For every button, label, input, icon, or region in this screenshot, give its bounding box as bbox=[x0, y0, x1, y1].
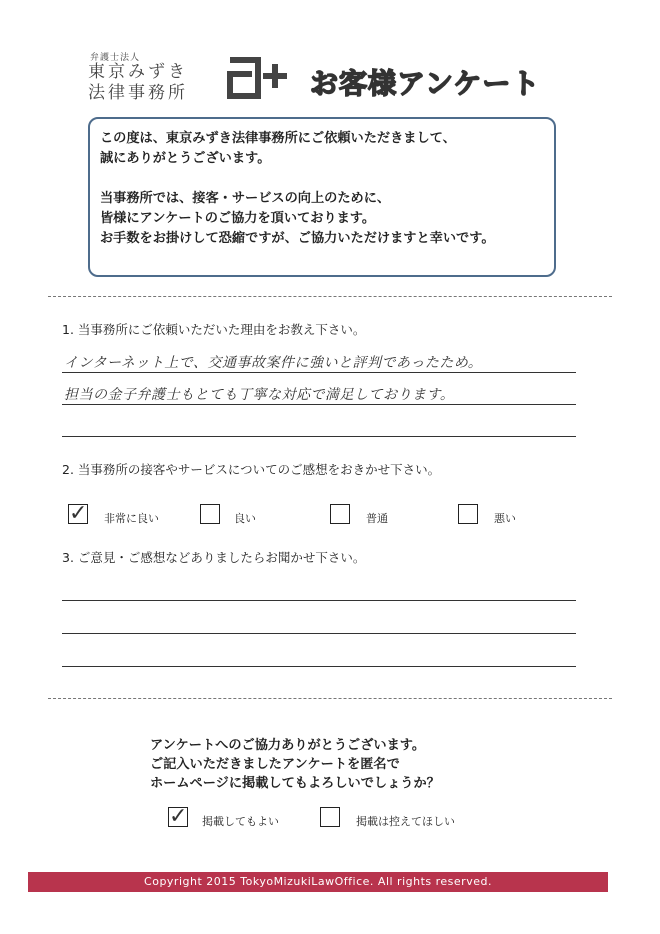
q1-answer-line2[interactable]: 担当の金子弁護士もとても丁寧な対応で満足しております。 bbox=[64, 387, 455, 403]
intro-line: 皆様にアンケートのご協力を頂いております。 bbox=[100, 211, 376, 226]
comment-rule[interactable] bbox=[62, 633, 576, 634]
a-plus-logo-icon bbox=[224, 50, 294, 100]
question-1: 1. 当事務所にご依頼いただいた理由をお教え下さい。 bbox=[62, 322, 366, 337]
question-3: 3. ご意見・ご感想などありましたらお聞かせ下さい。 bbox=[62, 550, 366, 565]
option-very-good-checkbox[interactable] bbox=[68, 501, 88, 526]
intro-box bbox=[88, 117, 556, 277]
firm-name-line1: 東京みずき bbox=[88, 62, 188, 82]
intro-line: 当事務所では、接客・サービスの向上のために、 bbox=[100, 191, 391, 206]
firm-name-line2: 法律事務所 bbox=[88, 83, 188, 103]
option-very-good-label: 非常に良い bbox=[104, 512, 159, 525]
check-mark-icon: ✓ bbox=[169, 804, 188, 829]
q1-answer-line1[interactable]: インターネット上で、交通事故案件に強いと評判であったため。 bbox=[64, 355, 483, 371]
closing-message bbox=[150, 736, 440, 793]
publish-no-label: 掲載は控えてほしい bbox=[356, 815, 455, 828]
publish-no-checkbox[interactable] bbox=[320, 807, 340, 827]
check-mark-icon: ✓ bbox=[69, 501, 88, 526]
closing-line: ホームページに掲載してもよろしいでしょうか？ bbox=[150, 776, 440, 791]
closing-line: アンケートへのご協力ありがとうございます。 bbox=[150, 738, 426, 753]
answer-rule bbox=[62, 404, 576, 405]
comment-rule[interactable] bbox=[62, 666, 576, 667]
copyright-footer: Copyright 2015 TokyoMizukiLawOffice. All rights reserved. bbox=[28, 872, 608, 892]
firm-name bbox=[88, 62, 188, 104]
comment-rule[interactable] bbox=[62, 600, 576, 601]
answer-rule bbox=[62, 372, 576, 373]
publish-ok-checkbox[interactable] bbox=[168, 804, 188, 829]
option-average-label: 普通 bbox=[366, 512, 388, 525]
option-bad-label: 悪い bbox=[494, 512, 516, 525]
survey-title: お客様アンケート bbox=[310, 67, 541, 100]
option-bad-checkbox[interactable] bbox=[458, 504, 478, 524]
firm-type: 弁護士法人 bbox=[90, 53, 141, 63]
question-2: 2. 当事務所の接客やサービスについてのご感想をおきかせ下さい。 bbox=[62, 462, 441, 477]
option-good-checkbox[interactable] bbox=[200, 504, 220, 524]
section-divider bbox=[48, 698, 612, 699]
intro-line: お手数をお掛けして恐縮ですが、ご協力いただけますと幸いです。 bbox=[100, 231, 495, 246]
closing-line: ご記入いただきましたアンケートを匿名で bbox=[150, 757, 400, 772]
publish-ok-label: 掲載してもよい bbox=[202, 815, 279, 828]
section-divider bbox=[48, 296, 612, 297]
intro-line: 誠にありがとうございます。 bbox=[100, 151, 271, 166]
option-average-checkbox[interactable] bbox=[330, 504, 350, 524]
option-good-label: 良い bbox=[234, 512, 256, 525]
intro-line: この度は、東京みずき法律事務所にご依頼いただきまして、 bbox=[100, 131, 456, 146]
answer-rule bbox=[62, 436, 576, 437]
